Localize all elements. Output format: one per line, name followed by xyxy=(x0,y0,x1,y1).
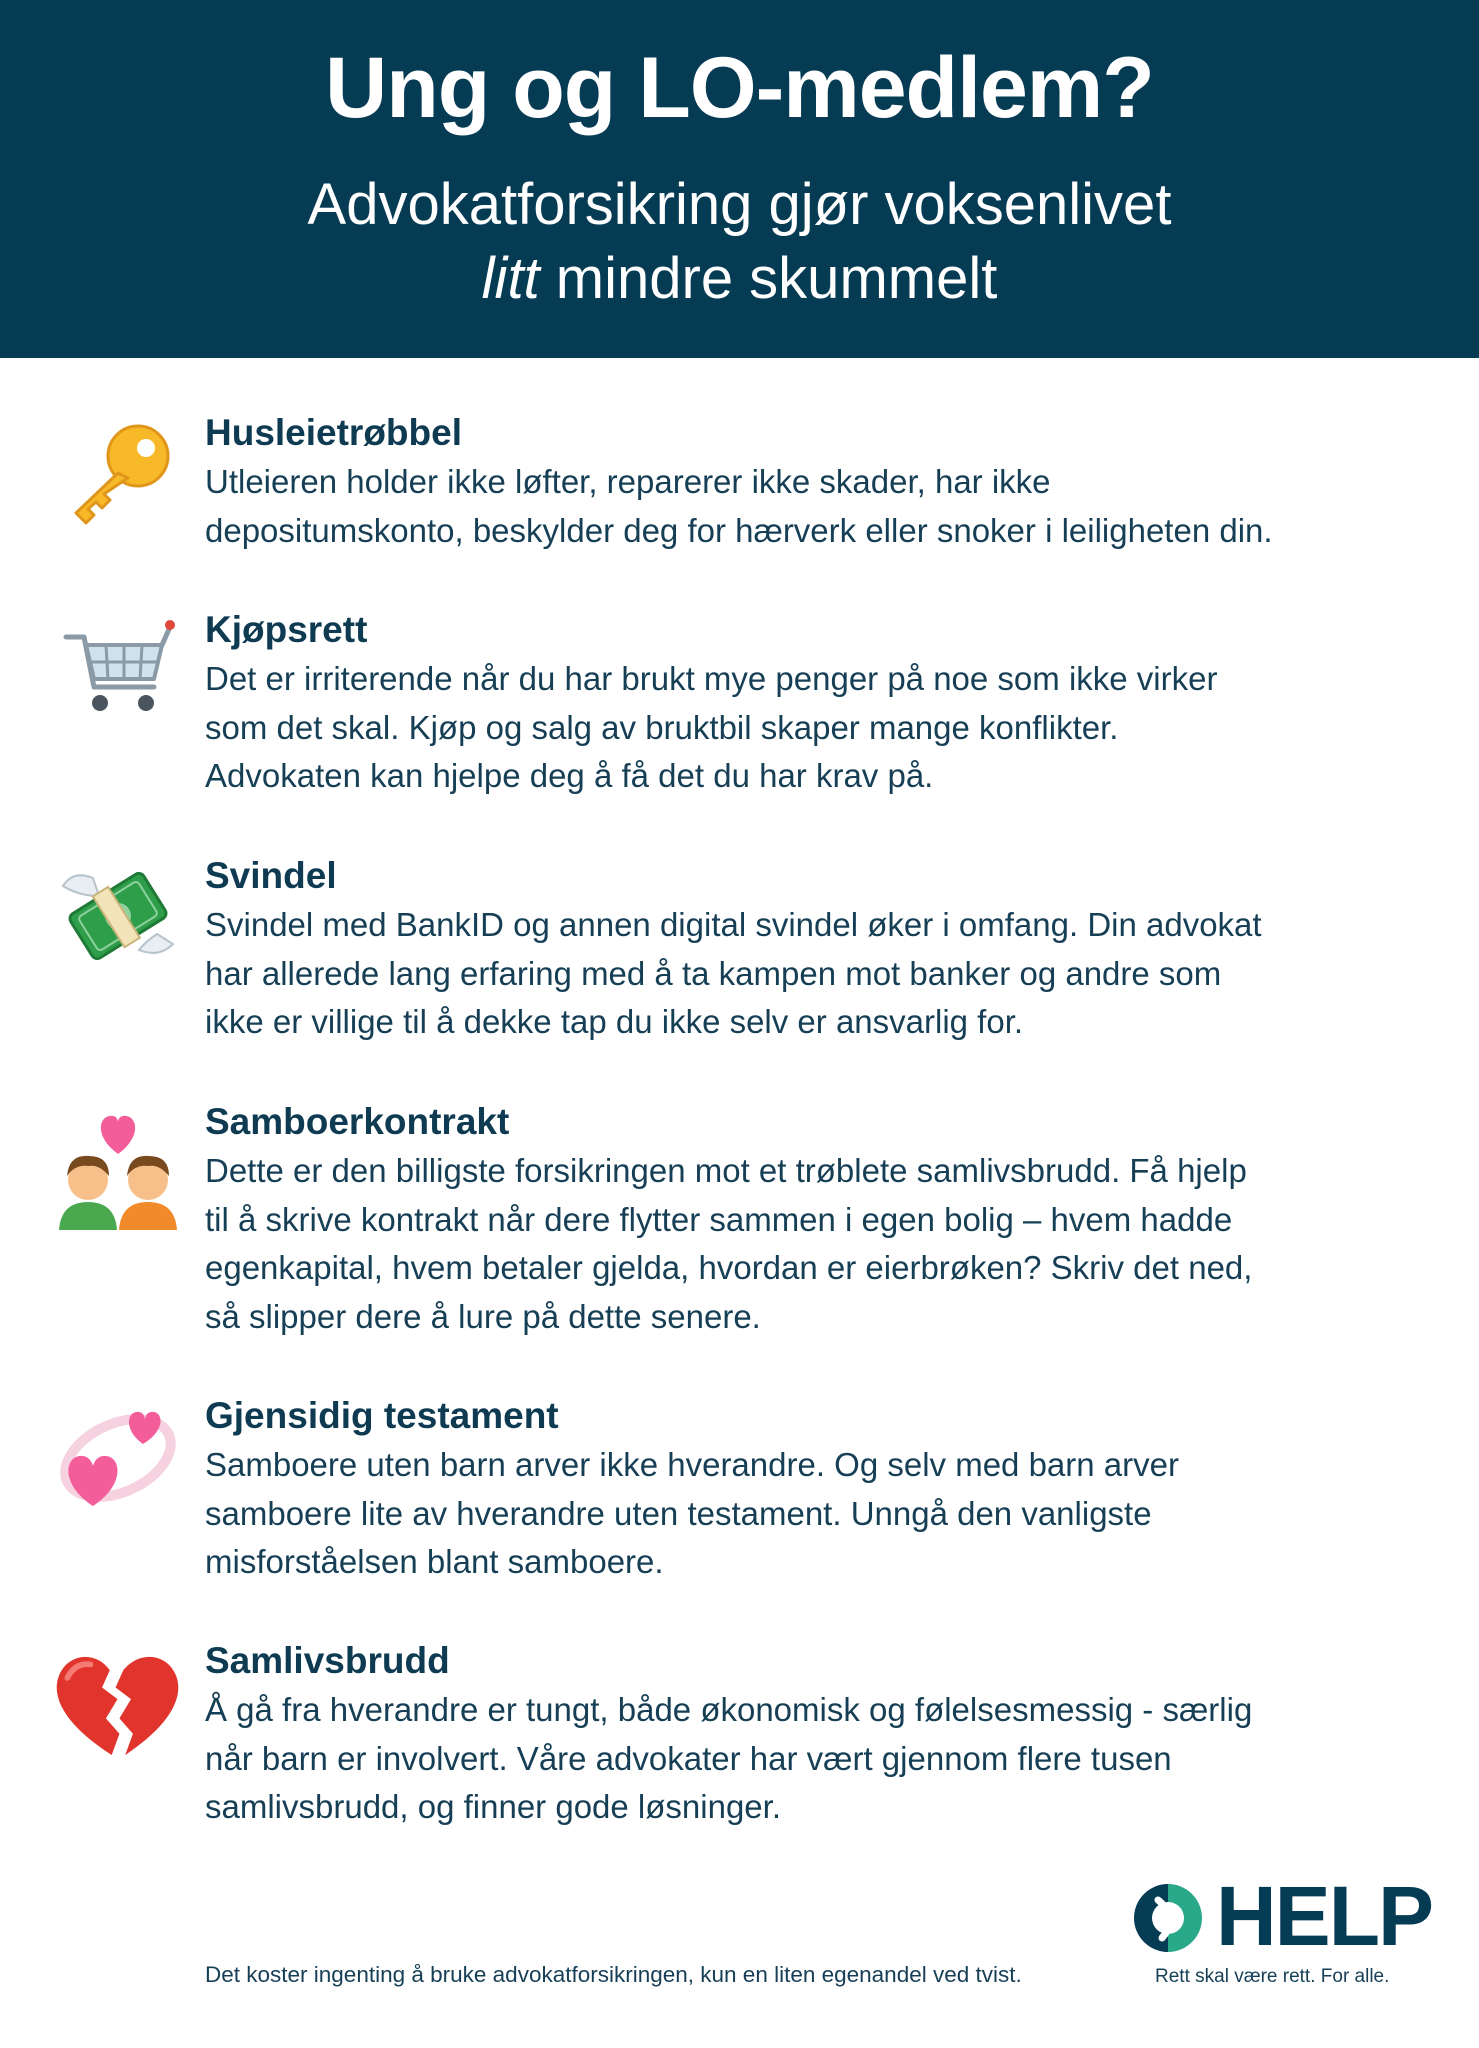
revolving-hearts-icon xyxy=(50,1391,185,1521)
help-logo-text: HELP xyxy=(1216,1869,1433,1963)
item-body: Å gå fra hverandre er tungt, både økonomisk og følelsesmessig - særlig når barn er involvert. Våre advokater har vært gjennom flere tusen samlivsbrudd, og finner gode løsninger. xyxy=(205,1691,1253,1825)
page-subtitle xyxy=(0,168,1479,316)
key-icon xyxy=(50,408,185,538)
item-samboerkontrakt xyxy=(50,1097,1370,1335)
subtitle-line-1: Advokatforsikring gjør voksenlivet xyxy=(307,172,1172,237)
item-husleietrobbel xyxy=(50,408,1370,548)
item-title: Svindel xyxy=(205,855,337,896)
item-title: Gjensidig testament xyxy=(205,1395,559,1436)
item-svindel xyxy=(50,851,1370,1040)
item-title: Kjøpsrett xyxy=(205,609,368,650)
item-body: Dette er den billigste forsikringen mot et trøblete samlivsbrudd. Få hjelp til å skrive kontrakt når dere flytter sammen i egen bolig – hvem hadde egenkapital, hvem betaler gjelda, hvordan er eierbrøken? Skriv det ned, så slipper dere å lure på dette senere. xyxy=(205,1152,1253,1335)
item-kjopsrett xyxy=(50,605,1370,794)
item-samlivsbrudd xyxy=(50,1636,1370,1825)
header-banner xyxy=(0,0,1479,358)
help-tagline: Rett skal være rett. For alle. xyxy=(1155,1966,1390,1987)
item-title: Husleietrøbbel xyxy=(205,412,462,453)
couple-with-heart-icon xyxy=(50,1097,185,1237)
footer-note: Det koster ingenting å bruke advokatforsikringen, kun en liten egenandel ved tvist. xyxy=(205,1962,1022,1987)
item-body: Utleieren holder ikke løfter, reparerer ikke skader, har ikke depositumskonto, beskylder deg for hærverk eller snoker i leiligheten din. xyxy=(205,463,1273,549)
page-title: Ung og LO-medlem? xyxy=(325,40,1154,136)
shopping-cart-icon xyxy=(50,605,185,735)
item-title: Samlivsbrudd xyxy=(205,1640,450,1681)
item-title: Samboerkontrakt xyxy=(205,1101,510,1142)
money-with-wings-icon xyxy=(50,851,185,981)
help-logo-mark-icon xyxy=(1128,1878,1208,1958)
broken-heart-icon xyxy=(50,1636,185,1766)
item-gjensidig-testament xyxy=(50,1391,1370,1580)
help-logo xyxy=(1128,1869,1433,1963)
subtitle-line-2 xyxy=(0,242,1479,316)
subtitle-italic-word: litt xyxy=(481,246,540,311)
subtitle-line-2-rest: mindre skummelt xyxy=(539,246,998,311)
item-body: Svindel med BankID og annen digital svindel øker i omfang. Din advokat har allerede lang erfaring med å ta kampen mot banker og andre som ikke er villige til å dekke tap du ikke selv er ansvarlig for. xyxy=(205,906,1262,1040)
item-body: Det er irriterende når du har brukt mye penger på noe som ikke virker som det skal. Kjøp og salg av bruktbil skaper mange konflikter. Advokaten kan hjelpe deg å få det du har krav på. xyxy=(205,660,1218,794)
item-body: Samboere uten barn arver ikke hverandre. Og selv med barn arver samboere lite av hverandre uten testament. Unngå den vanligste misforståelsen blant samboere. xyxy=(205,1446,1179,1580)
